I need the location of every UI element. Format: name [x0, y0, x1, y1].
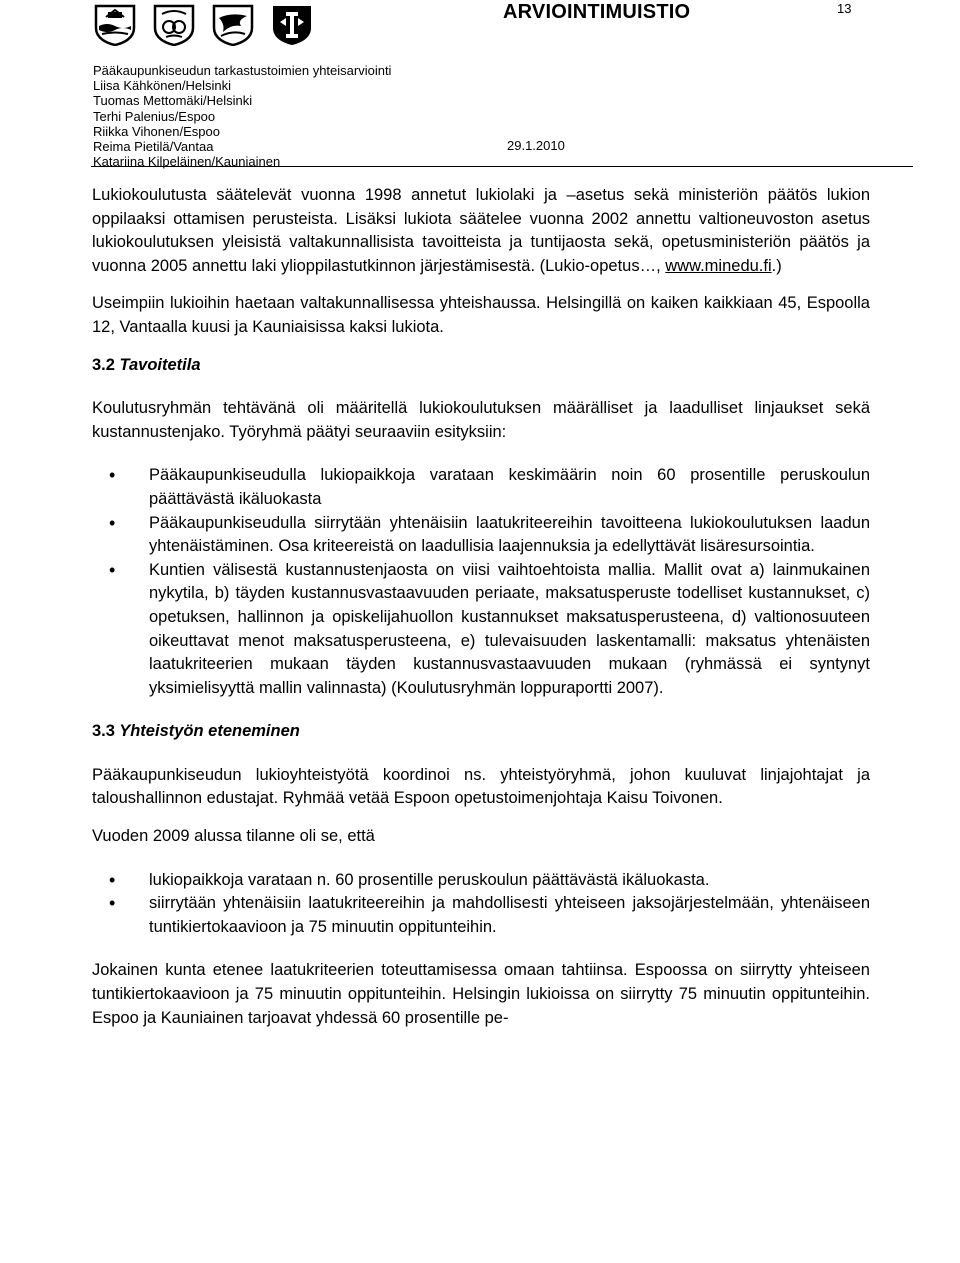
- list-item: • Pääkaupunkiseudulla lukiopaikkoja varataan keskimäärin noin 60 prosentille peruskoulun päättävästä ikäluokasta: [92, 464, 870, 511]
- author-list: [93, 63, 391, 169]
- paragraph: Jokainen kunta etenee laatukriteerien toteuttamisessa omaan tahtiinsa. Espoossa on siirrytty yhteiseen tuntikiertokaavioon ja 75 minuutin oppitunteihin. Helsingin lukioissa on siirrytty 75 minuutin oppitunteihin. Espoo ja Kauniainen tarjoavat yhdessä 60 prosentille pe-: [92, 961, 870, 1027]
- page-number: 13: [837, 1, 852, 16]
- section-title: Yhteistyön eteneminen: [114, 722, 300, 741]
- section-heading: [92, 720, 870, 744]
- paragraph-text: .): [771, 256, 782, 275]
- paragraph-text: Lukiokoulutusta säätelevät vuonna 1998 annetut lukiolaki ja –asetus sekä ministeriön päätös lukion oppilaaksi ottamisen perusteista. Lisäksi lukiota säätelee vuonna 2002 annettu valtioneuvoston asetus lukiokoulutuksen yleisistä valtakunnallisista tavoitteista ja tuntijaosta sekä, opetusministeriön päätös ja vuonna 2005 annettu laki ylioppilastutkinnon järjestämisestä. (Lukio-opetus…,: [92, 186, 870, 275]
- document-body: [92, 184, 870, 1030]
- author-line: Katariina Kilpeläinen/Kauniainen: [93, 154, 281, 170]
- helsinki-crest-icon: [93, 4, 137, 46]
- author-line: Pääkaupunkiseudun tarkastustoimien yhteisarviointi: [93, 63, 392, 78]
- author-line: Terhi Palenius/Espoo: [93, 108, 216, 124]
- proposal-list: [92, 464, 870, 700]
- paragraph: Koulutusryhmän tehtävänä oli määritellä lukiokoulutuksen määrälliset ja laadulliset linjaukset sekä kustannustenjako. Työryhmä päätyi seuraaviin esityksiin:: [92, 399, 870, 441]
- vantaa-crest-icon: [211, 4, 255, 46]
- list-item: • lukiopaikkoja varataan n. 60 prosentille peruskoulun päättävästä ikäluokasta.: [92, 869, 870, 893]
- section-number: 3.3: [92, 722, 115, 741]
- list-item: • siirrytään yhtenäisiin laatukriteereihin ja mahdollisesti yhteiseen jaksojärjestelmään, yhtenäiseen tuntikiertokaavioon ja 75 minuutin oppitunteihin.: [92, 892, 870, 939]
- list-item: • Kuntien välisestä kustannustenjaosta on viisi vaihtoehtoista mallia. Mallit ovat a) lainmukainen nykytila, b) täyden kustannusvastaavuuden periaate, maksatusperuste todelliset kustannukset, c) opetuksen, hallinnon ja opiskelijahuollon kustannukset maksatusperusteena, d) valtionosuuteen oikeuttavat menot maksatusperusteena, e) tulevaisuuden laskentamalli: maksatus yhtenäisten laatukriteerien mukaan täyden kustannusvastaavuuden mukaan (ryhmässä ei syntynyt yksimielisyyttä mallin valinnasta) (Koulutusryhmän loppuraportti 2007).: [92, 559, 870, 701]
- paragraph: Useimpiin lukioihin haetaan valtakunnallisessa yhteishaussa. Helsingillä on kaiken kaikkiaan 45, Espoolla 12, Vantaalla kuusi ja Kauniaisissa kaksi lukiota.: [92, 294, 870, 336]
- section-number: 3.2: [92, 355, 115, 374]
- espoo-crest-icon: [152, 4, 196, 46]
- author-line: Liisa Kähkönen/Helsinki: [93, 78, 232, 94]
- paragraph: Vuoden 2009 alussa tilanne oli se, että: [92, 827, 375, 846]
- document-date: 29.1.2010: [507, 138, 565, 153]
- author-line: Riikka Vihonen/Espoo: [93, 123, 220, 139]
- list-item: • Pääkaupunkiseudulla siirrytään yhtenäisiin laatukriteereihin tavoitteena lukiokoulutuksen laadun yhtenäistäminen. Osa kriteereistä on laadullisia laajennuksia ja edellyttävät lisäresursointia.: [92, 512, 870, 559]
- paragraph: Pääkaupunkiseudun lukioyhteistyötä koordinoi ns. yhteistyöryhmä, johon kuuluvat linjajohtajat ja taloushallinnon edustajat. Ryhmää vetää Espoon opetustoimenjohtaja Kaisu Toivonen.: [92, 765, 870, 808]
- header-divider: [91, 166, 913, 167]
- city-crests: [93, 4, 329, 46]
- section-title: Tavoitetila: [114, 355, 201, 374]
- minedu-link[interactable]: www.minedu.fi: [665, 256, 772, 275]
- paragraph: [92, 184, 870, 278]
- author-line: Reima Pietilä/Vantaa: [93, 139, 214, 155]
- status-list: [92, 869, 870, 940]
- document-title: ARVIOINTIMUISTIO: [503, 1, 691, 23]
- kauniainen-crest-icon: [270, 4, 314, 46]
- section-heading: [92, 354, 870, 378]
- author-line: Tuomas Mettomäki/Helsinki: [93, 93, 253, 109]
